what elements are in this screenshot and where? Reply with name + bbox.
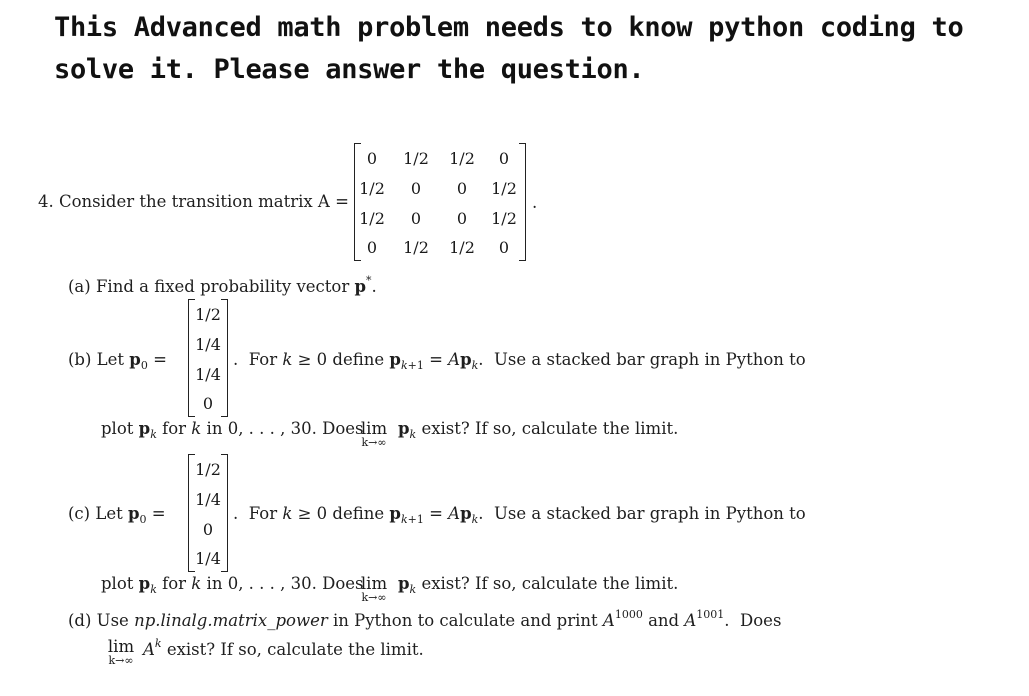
matrix-cell: 0 <box>498 149 510 168</box>
vector-entry: 1/4 <box>195 549 221 568</box>
vector-entry: 0 <box>202 394 214 413</box>
part-b-limit <box>356 419 392 449</box>
part-d-limit <box>103 637 139 667</box>
part-b-vector <box>188 299 228 417</box>
transition-matrix <box>354 143 526 261</box>
matrix-cell: 1/2 <box>359 209 385 228</box>
matrix-cell: 1/2 <box>403 238 429 257</box>
matrix-end-dot: . <box>532 193 538 212</box>
part-a: (a) Find a fixed probability vector p*. <box>68 274 377 296</box>
vector-entry: 1/4 <box>195 335 221 354</box>
part-b-text: . For k ≥ 0 define $p_{k+1} = Ap_k$. Use a stacked bar graph in Python to <box>233 350 806 372</box>
part-b-lim: lim <box>360 419 388 438</box>
part-b-line2: plot $p_k$ for k in 0, . . . , 30. Does <box>101 419 364 441</box>
part-d-line2: $A^k$ exist? If so, calculate the limit. <box>143 637 424 659</box>
part-c-lim-sub: k→∞ <box>361 591 387 604</box>
matrix-cell: 1/2 <box>359 179 385 198</box>
matrix-cell: 0 <box>456 209 468 228</box>
part-c-limit <box>356 574 392 604</box>
part-a-label: (a) <box>68 277 91 296</box>
matrix-cell: 1/2 <box>491 179 517 198</box>
part-c-text: . For k ≥ 0 define $p_{k+1} = Ap_k$. Use a stacked bar graph in Python to <box>233 504 806 526</box>
part-d-lim-sub: k→∞ <box>108 654 134 667</box>
part-c-lim: lim <box>360 574 388 593</box>
matrix-cell: 1/2 <box>403 149 429 168</box>
part-d: (d) Use np.linalg.matrix_power in Python to calculate and print $A^{1000}$ and $A^{1001}$. Does <box>68 608 782 630</box>
header-line-1: This Advanced math problem needs to know python coding to <box>54 12 964 43</box>
part-b-label-row: (b) Let $p_0$ = <box>68 350 167 372</box>
part-d-lim: lim <box>107 637 135 656</box>
part-c-line2-end: $p_k$ exist? If so, calculate the limit. <box>398 574 679 596</box>
matrix-cell: 0 <box>498 238 510 257</box>
vector-entry: 1/4 <box>195 365 221 384</box>
vector-entry: 1/2 <box>195 305 221 324</box>
part-c-label: (c) <box>68 504 91 523</box>
problem-intro-text: Consider the transition matrix A = <box>59 192 349 211</box>
problem-number: 4. <box>38 192 54 211</box>
part-c-vector <box>188 454 228 572</box>
part-c-label-row: (c) Let $p_0$ = <box>68 504 166 526</box>
part-b-lim-sub: k→∞ <box>361 436 387 449</box>
problem-intro <box>38 192 349 211</box>
matrix-cell: 1/2 <box>491 209 517 228</box>
matrix-cell: 0 <box>410 209 422 228</box>
matrix-cell: 0 <box>366 149 378 168</box>
header-line-2: solve it. Please answer the question. <box>54 54 645 85</box>
part-b-line2-end: $p_k$ exist? If so, calculate the limit. <box>398 419 679 441</box>
matrix-cell: 0 <box>410 179 422 198</box>
vector-entry: 0 <box>202 520 214 539</box>
matrix-cell: 1/2 <box>449 149 475 168</box>
part-c-line2: plot $p_k$ for k in 0, . . . , 30. Does <box>101 574 364 596</box>
vector-entry: 1/2 <box>195 460 221 479</box>
matrix-cell: 0 <box>456 179 468 198</box>
matrix-cell: 0 <box>366 238 378 257</box>
matrix-cell: 1/2 <box>449 238 475 257</box>
part-d-label: (d) <box>68 611 92 630</box>
part-b-label: (b) <box>68 350 92 369</box>
vector-entry: 1/4 <box>195 490 221 509</box>
